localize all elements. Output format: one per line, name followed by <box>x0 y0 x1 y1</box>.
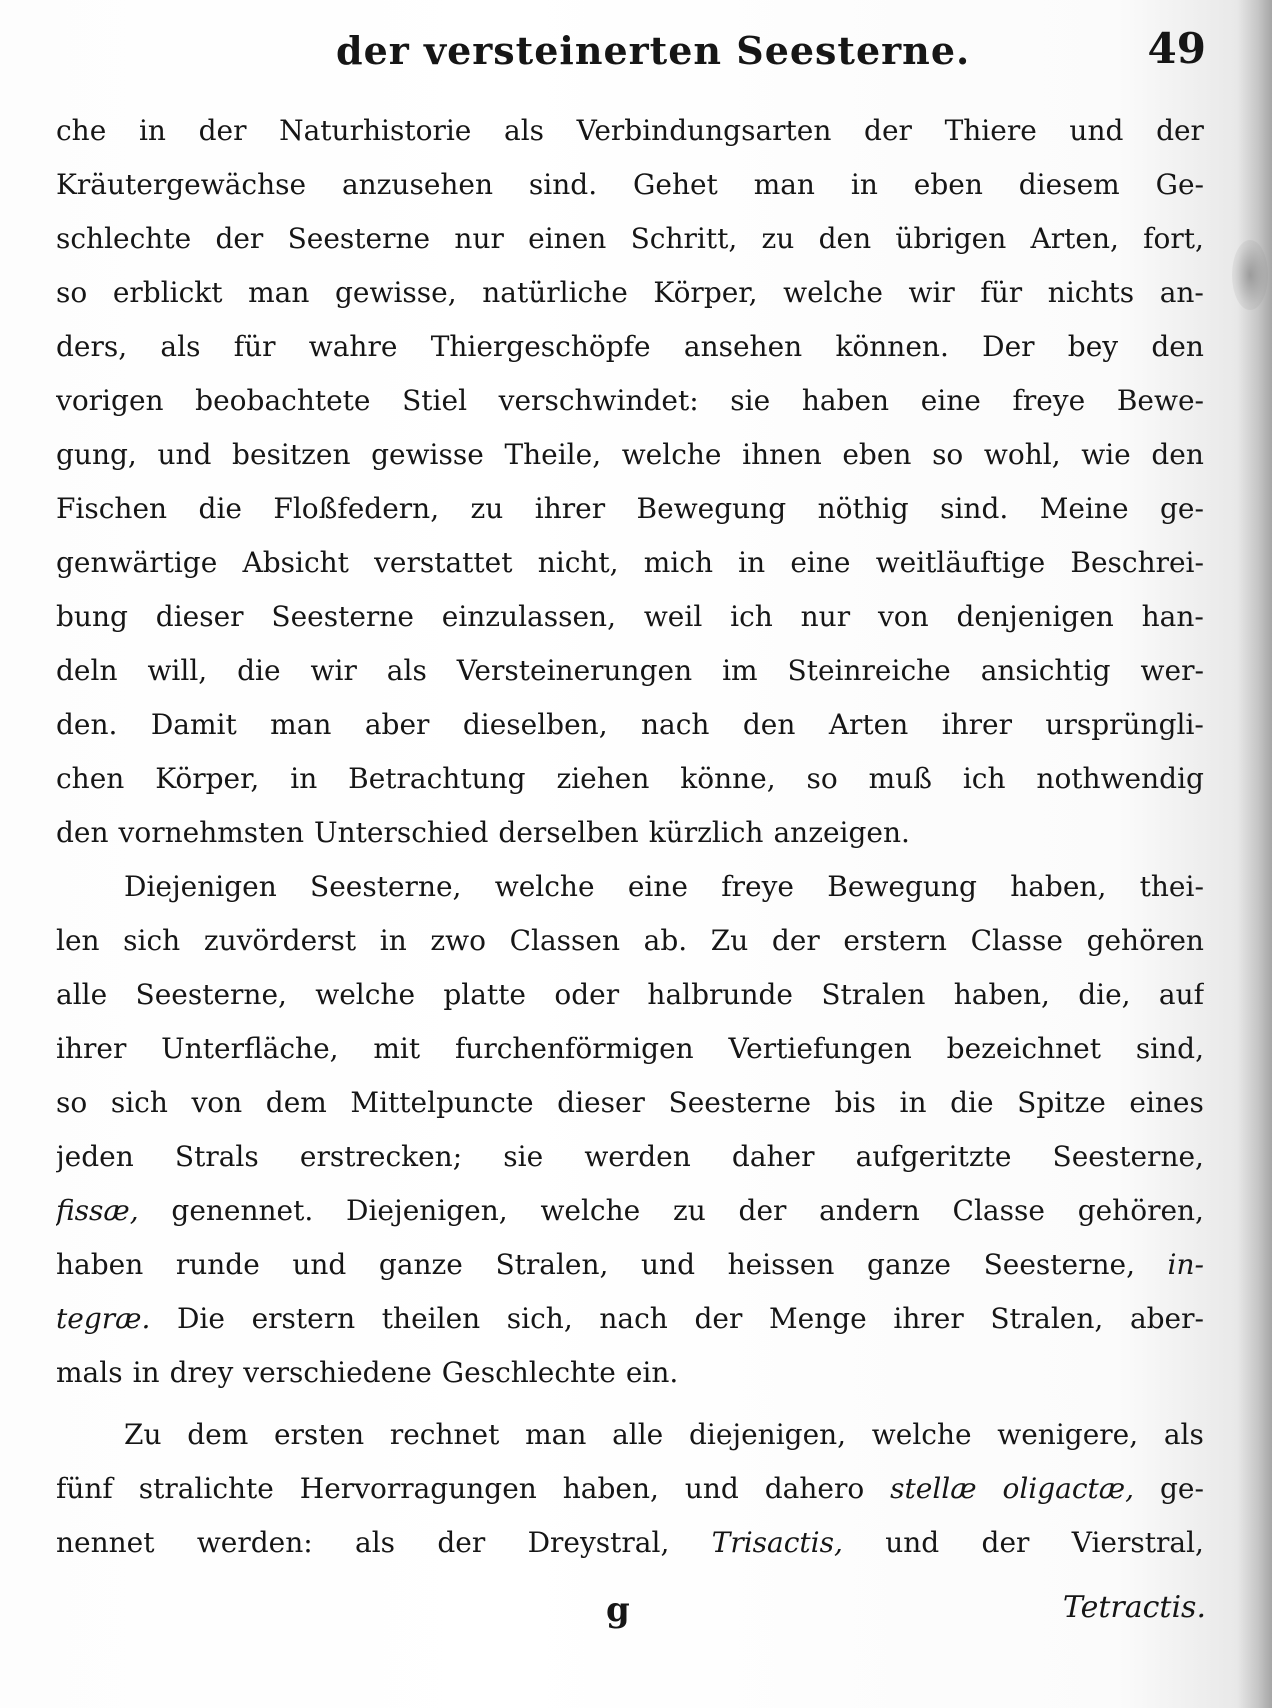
word: gewisse <box>371 438 484 471</box>
word: dieser <box>155 600 244 633</box>
word: fort, <box>1143 222 1204 255</box>
signature-mark: g <box>606 1590 630 1630</box>
word: man <box>753 168 815 201</box>
word: ein. <box>625 1356 679 1389</box>
text-line <box>56 428 1204 482</box>
word: ihrer <box>534 492 606 525</box>
text-line <box>56 752 1204 806</box>
word: als <box>1163 1418 1204 1451</box>
text-line <box>56 158 1204 212</box>
running-title: der versteinerten Seesterne. <box>336 28 971 73</box>
word: werden <box>584 1140 691 1173</box>
word: kürzlich <box>648 816 764 849</box>
word: den <box>818 222 872 255</box>
word: weil <box>643 600 703 633</box>
word: thei- <box>1139 870 1204 903</box>
word: in <box>738 546 766 579</box>
word: Kräutergewächse <box>56 168 307 201</box>
word: Thiergeschöpfe <box>430 330 651 363</box>
word: Seesterne <box>287 222 431 255</box>
text-line <box>56 266 1204 320</box>
text-line <box>56 1462 1204 1516</box>
word: wenigere, <box>997 1418 1139 1451</box>
word: eine <box>627 870 688 903</box>
word: daher <box>731 1140 815 1173</box>
word: Classen <box>509 924 621 957</box>
word: Schritt, <box>630 222 738 255</box>
word: ziehen <box>556 762 650 795</box>
word: ihrer <box>56 1032 127 1065</box>
word: dahero <box>764 1472 865 1505</box>
word: Die <box>176 1302 225 1335</box>
word: Geschlechte <box>441 1356 616 1389</box>
word: Vertiefungen <box>728 1032 912 1065</box>
text-line <box>56 374 1204 428</box>
word: Unterfläche, <box>161 1032 339 1065</box>
text-line <box>56 482 1204 536</box>
word: ansichtig <box>980 654 1111 687</box>
word: mit <box>373 1032 421 1065</box>
text-line <box>56 104 1204 158</box>
word: nur <box>800 600 851 633</box>
word: die <box>237 654 281 687</box>
word: haben, <box>953 978 1050 1011</box>
word: Floßfedern, <box>273 492 440 525</box>
word: oder <box>554 978 620 1011</box>
word: eben <box>842 438 912 471</box>
word: dieser <box>557 1086 645 1119</box>
text-line <box>56 1292 1204 1346</box>
word: Seesterne <box>271 600 414 633</box>
word: als <box>355 1526 396 1559</box>
word: der <box>864 114 912 147</box>
word: können. <box>835 330 949 363</box>
text-line <box>56 968 1204 1022</box>
word: bis <box>834 1086 876 1119</box>
word: den <box>1151 330 1204 363</box>
word: Verbindungsarten <box>576 114 832 147</box>
word: Beschrei- <box>1070 546 1204 579</box>
word: für <box>233 330 276 363</box>
word: diejenigen, <box>688 1418 847 1451</box>
word: auf <box>1158 978 1204 1011</box>
word: Menge <box>768 1302 867 1335</box>
word: aber <box>364 708 430 741</box>
word: deln <box>56 654 118 687</box>
word: der <box>198 114 247 147</box>
word: mich <box>643 546 713 579</box>
word: als <box>386 654 427 687</box>
word: in <box>290 762 318 795</box>
word: genwärtige <box>56 546 218 579</box>
word: stralichte <box>138 1472 274 1505</box>
ink-smudge <box>1232 240 1268 310</box>
word: Absicht <box>242 546 349 579</box>
word: welche <box>621 438 722 471</box>
word: man <box>270 708 332 741</box>
word: Bewegung <box>636 492 787 525</box>
word: verschiedene <box>243 1356 432 1389</box>
word: Betrachtung <box>348 762 526 795</box>
word: in <box>899 1086 927 1119</box>
word: Thiere <box>944 114 1037 147</box>
word: Mittelpuncte <box>350 1086 534 1119</box>
text-line <box>56 1408 1204 1462</box>
word: oligactæ, <box>1002 1472 1135 1505</box>
word: nöthig <box>817 492 909 525</box>
word: gung, <box>56 438 137 471</box>
word: so <box>806 762 838 795</box>
word: Seesterne, <box>135 978 287 1011</box>
word: anzeigen. <box>773 816 910 849</box>
word: die <box>198 492 242 525</box>
word: nach <box>599 1302 668 1335</box>
text-line <box>56 536 1204 590</box>
word: chen <box>56 762 125 795</box>
word: Dreystral, <box>527 1526 670 1559</box>
word: und <box>157 438 212 471</box>
word: ich <box>730 600 773 633</box>
word: Hervorragungen <box>299 1472 537 1505</box>
word: der <box>694 1302 743 1335</box>
word: heissen <box>727 1248 835 1281</box>
word: im <box>722 654 758 687</box>
word: man <box>248 276 310 309</box>
word: natürliche <box>482 276 628 309</box>
word: genennet. <box>171 1194 314 1227</box>
word: runde <box>175 1248 260 1281</box>
word: sie <box>503 1140 544 1173</box>
word: der <box>981 1526 1030 1559</box>
word: furchenförmigen <box>454 1032 694 1065</box>
word: erstern <box>843 924 947 957</box>
page-number: 49 <box>1147 24 1206 73</box>
word: haben, <box>562 1472 659 1505</box>
text-line <box>56 590 1204 644</box>
word: als <box>160 330 201 363</box>
word: Körper, <box>155 762 260 795</box>
word: dieselben, <box>462 708 608 741</box>
word: erstrecken; <box>299 1140 463 1173</box>
word: wie <box>1081 438 1131 471</box>
word: Classe <box>952 1194 1045 1227</box>
word: Versteinerungen <box>456 654 693 687</box>
word: bey <box>1067 330 1119 363</box>
word: sind. <box>940 492 1009 525</box>
word: che <box>56 114 107 147</box>
word: ihrer <box>941 708 1013 741</box>
word: wer- <box>1140 654 1204 687</box>
word: und <box>641 1248 695 1281</box>
word: Theile, <box>504 438 602 471</box>
word: Meine <box>1039 492 1129 525</box>
word: andern <box>819 1194 920 1227</box>
word: sich, <box>506 1302 573 1335</box>
word: zu <box>470 492 504 525</box>
word: nothwendig <box>1036 762 1204 795</box>
word: zu <box>672 1194 706 1227</box>
word: ders, <box>56 330 128 363</box>
word: derselben <box>498 816 639 849</box>
word: freye <box>721 870 794 903</box>
word: wir <box>310 654 357 687</box>
word: len <box>56 924 100 957</box>
word: halbrunde <box>647 978 793 1011</box>
word: eben <box>913 168 983 201</box>
word: ursprüngli- <box>1045 708 1204 741</box>
word: vorigen <box>56 384 164 417</box>
body-text <box>56 104 1204 1570</box>
word: den <box>56 816 109 849</box>
word: an- <box>1159 276 1204 309</box>
word: und <box>684 1472 739 1505</box>
catchword: Tetractis. <box>1062 1590 1206 1625</box>
word: der <box>771 924 820 957</box>
word: von <box>877 600 929 633</box>
word: ansehen <box>683 330 803 363</box>
word: Diejenigen <box>124 870 277 903</box>
word: in <box>138 114 166 147</box>
word: mals <box>56 1356 123 1389</box>
word: nichts <box>1047 276 1135 309</box>
text-line <box>56 644 1204 698</box>
text-line <box>56 320 1204 374</box>
word: eine <box>790 546 851 579</box>
word: welche <box>871 1418 972 1451</box>
word: übrigen <box>895 222 1007 255</box>
word: sich <box>110 1086 168 1119</box>
word: drey <box>169 1356 234 1389</box>
word: in- <box>1167 1248 1204 1281</box>
word: welche <box>540 1194 641 1227</box>
word: weitläuftige <box>875 546 1046 579</box>
word: Naturhistorie <box>279 114 472 147</box>
word: von <box>191 1086 243 1119</box>
word: stellæ <box>890 1472 977 1505</box>
word: ganze <box>378 1248 463 1281</box>
word: Stiel <box>402 384 468 417</box>
text-line <box>56 1516 1204 1570</box>
word: Steinreiche <box>787 654 951 687</box>
word: schlechte <box>56 222 192 255</box>
word: dem <box>265 1086 327 1119</box>
word: so <box>932 438 964 471</box>
word: einzulassen, <box>441 600 616 633</box>
word: Spitze <box>1017 1086 1106 1119</box>
word: eines <box>1129 1086 1204 1119</box>
word: der <box>1156 114 1204 147</box>
word: nicht, <box>537 546 619 579</box>
word: wohl, <box>983 438 1061 471</box>
text-line <box>56 1130 1204 1184</box>
word: so <box>56 276 88 309</box>
word: verstattet <box>374 546 513 579</box>
word: den <box>742 708 796 741</box>
word: ihrer <box>893 1302 964 1335</box>
word: Arten, <box>1030 222 1119 255</box>
word: erstern <box>251 1302 356 1335</box>
word: ihnen <box>742 438 822 471</box>
word: welche <box>315 978 416 1011</box>
text-line <box>56 1184 1204 1238</box>
word: ersten <box>273 1418 365 1451</box>
word: bung <box>56 600 128 633</box>
word: Seesterne, <box>310 870 462 903</box>
word: den. <box>56 708 118 741</box>
word: Strals <box>174 1140 259 1173</box>
word: aufgeritzte <box>855 1140 1012 1173</box>
word: wahre <box>308 330 398 363</box>
word: bezeichnet <box>946 1032 1101 1065</box>
word: Seesterne, <box>1052 1140 1204 1173</box>
word: sie <box>730 384 771 417</box>
word: Körper, <box>653 276 758 309</box>
word: ab. <box>643 924 688 957</box>
word: die <box>950 1086 994 1119</box>
word: vornehmsten <box>118 816 305 849</box>
word: Stralen, <box>495 1248 609 1281</box>
word: haben <box>801 384 890 417</box>
word: muß <box>868 762 932 795</box>
word: könne, <box>680 762 776 795</box>
word: nennet <box>56 1526 155 1559</box>
word: nur <box>454 222 504 255</box>
word: dem <box>187 1418 249 1451</box>
word: haben <box>56 1248 144 1281</box>
word: haben, <box>1010 870 1107 903</box>
word: theilen <box>381 1302 481 1335</box>
word: werden: <box>196 1526 313 1559</box>
word: Stralen, <box>990 1302 1104 1335</box>
word: eine <box>920 384 981 417</box>
page-footer <box>56 1582 1206 1642</box>
word: Der <box>982 330 1035 363</box>
word: so <box>56 1086 88 1119</box>
word: gehören, <box>1077 1194 1204 1227</box>
word: diesem <box>1018 168 1120 201</box>
word: nach <box>641 708 710 741</box>
word: welche <box>494 870 595 903</box>
word: sind. <box>528 168 598 201</box>
word: will, <box>147 654 208 687</box>
word: han- <box>1141 600 1204 633</box>
word: in <box>132 1356 160 1389</box>
word: besitzen <box>232 438 351 471</box>
word: gewisse, <box>335 276 457 309</box>
word: zuvörderst <box>203 924 357 957</box>
word: platte <box>443 978 527 1011</box>
word: fissæ, <box>56 1194 139 1227</box>
word: tegræ. <box>56 1302 151 1335</box>
text-line <box>56 1238 1204 1292</box>
page-header <box>56 20 1206 82</box>
word: Seesterne, <box>983 1248 1135 1281</box>
word: Zu <box>710 924 749 957</box>
word: Vierstral, <box>1071 1526 1204 1559</box>
word: und <box>885 1526 940 1559</box>
word: der <box>738 1194 787 1227</box>
word: erblickt <box>112 276 223 309</box>
word: Seesterne <box>668 1086 812 1119</box>
text-line <box>56 698 1204 752</box>
word: und <box>1069 114 1124 147</box>
text-line <box>56 914 1204 968</box>
word: jeden <box>56 1140 134 1173</box>
word: verschwindet: <box>498 384 699 417</box>
text-line <box>56 1022 1204 1076</box>
word: Ge- <box>1155 168 1204 201</box>
word: beobachtete <box>195 384 371 417</box>
word: den <box>1151 438 1204 471</box>
text-line <box>56 806 1204 860</box>
word: Arten <box>828 708 909 741</box>
word: Diejenigen, <box>346 1194 508 1227</box>
word: rechnet <box>389 1418 500 1451</box>
word: anzusehen <box>341 168 494 201</box>
word: gehören <box>1086 924 1204 957</box>
word: zwo <box>430 924 486 957</box>
word: der <box>215 222 264 255</box>
word: Zu <box>124 1418 162 1451</box>
text-line <box>56 1346 1204 1400</box>
word: als <box>504 114 545 147</box>
word: Bewe- <box>1116 384 1204 417</box>
text-line <box>56 212 1204 266</box>
word: zu <box>761 222 795 255</box>
word: die, <box>1078 978 1131 1011</box>
text-line <box>56 860 1204 914</box>
word: für <box>980 276 1023 309</box>
word: ich <box>962 762 1006 795</box>
word: Stralen <box>821 978 926 1011</box>
word: freye <box>1012 384 1086 417</box>
word: Fischen <box>56 492 168 525</box>
word: ganze <box>867 1248 952 1281</box>
word: Gehet <box>633 168 718 201</box>
word: in <box>850 168 878 201</box>
word: denjenigen <box>956 600 1114 633</box>
word: Unterschied <box>314 816 489 849</box>
word: einen <box>528 222 607 255</box>
word: man <box>525 1418 587 1451</box>
word: sich <box>123 924 181 957</box>
word: in <box>379 924 407 957</box>
word: aber- <box>1129 1302 1204 1335</box>
word: und <box>292 1248 347 1281</box>
word: wir <box>908 276 955 309</box>
word: fünf <box>56 1472 113 1505</box>
word: ge- <box>1159 1472 1204 1505</box>
word: ge- <box>1159 492 1204 525</box>
word: Bewegung <box>827 870 977 903</box>
text-line <box>56 1076 1204 1130</box>
word: welche <box>783 276 883 309</box>
word: der <box>437 1526 486 1559</box>
word: Classe <box>970 924 1063 957</box>
word: alle <box>612 1418 664 1451</box>
word: Damit <box>150 708 237 741</box>
word: alle <box>56 978 108 1011</box>
word: Trisactis, <box>711 1526 843 1559</box>
word: sind, <box>1135 1032 1204 1065</box>
